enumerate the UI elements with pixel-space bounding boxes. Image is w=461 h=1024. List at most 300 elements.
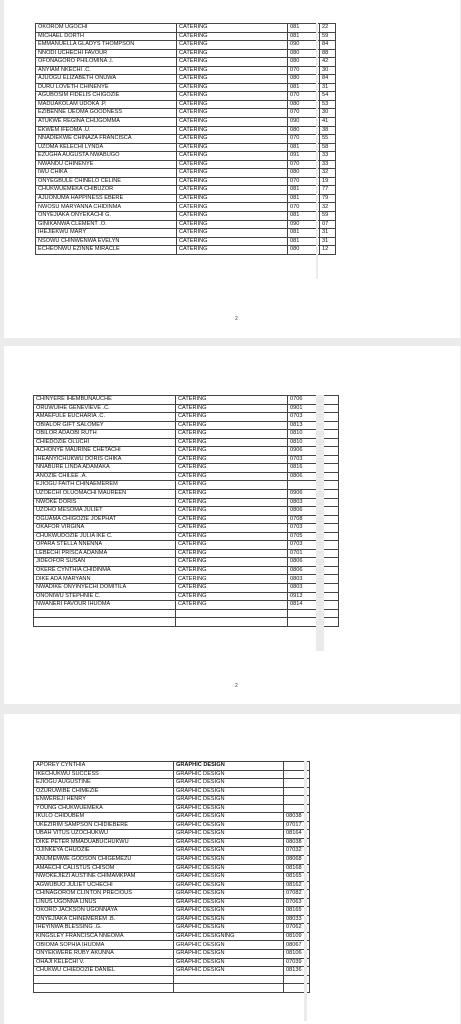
phone-suffix-cell: 22	[320, 24, 336, 33]
department-cell: CATERING	[176, 438, 288, 447]
table-row	[34, 601, 339, 610]
table-row	[34, 541, 339, 550]
phone-cell: 090	[288, 41, 320, 50]
department-cell: CATERING	[177, 83, 288, 92]
student-name-cell: EMMANUELLA GLADYS THOMPSON	[36, 41, 177, 50]
student-name-cell: UBAH VITUS UZOCHUKWU	[34, 830, 174, 839]
student-name-cell: IKULO CHIDUBEM	[34, 813, 174, 822]
table-row	[36, 49, 336, 58]
department-cell: GRAPHIC DESIGN	[174, 881, 284, 890]
table-row	[34, 524, 339, 533]
phone-cell: 0906	[288, 490, 318, 499]
student-name-cell: ONYEJIAKA ONYEKACHI G.	[36, 212, 177, 221]
phone-cell: 0901	[288, 404, 318, 413]
phone-suffix-cell: 32	[320, 169, 336, 178]
phone-cell: 08109	[284, 932, 310, 941]
department-cell: CATERING	[176, 464, 288, 473]
phone-cell: 0806	[288, 472, 318, 481]
student-name-cell: APOREY CYNTHIA	[34, 762, 174, 771]
student-name-cell: OKOROM UGOCHI	[36, 24, 177, 33]
phone-suffix-cell: 32	[320, 203, 336, 212]
phone-cell: 0906	[288, 447, 318, 456]
phone-suffix-cell: 41	[320, 118, 336, 127]
student-name-cell: NNADIEKWE CHINAZA FRANCISCA	[36, 135, 177, 144]
table-row	[34, 413, 339, 422]
table-row	[34, 438, 339, 447]
phone-cell: 07082	[284, 890, 310, 899]
student-name-cell: OGUAMA CHIGOZIE JOEPHAT	[34, 515, 176, 524]
department-cell: GRAPHIC DESIGN	[174, 907, 284, 916]
table-row	[34, 609, 339, 618]
page-number: 2	[235, 316, 238, 322]
department-cell: CATERING	[176, 498, 288, 507]
department-cell: CATERING	[177, 220, 288, 229]
department-cell: CATERING	[177, 24, 288, 33]
table-row	[36, 75, 336, 84]
department-cell: CATERING	[176, 524, 288, 533]
department-cell: CATERING	[177, 212, 288, 221]
table-row	[34, 770, 310, 779]
student-name-cell	[34, 609, 176, 618]
student-name-cell: DURU LOVETH CHINENYE	[36, 83, 177, 92]
table-row	[36, 194, 336, 203]
student-name-cell: ORUWUIHE GENEVIEVE .C.	[34, 404, 176, 413]
table-row	[34, 515, 339, 524]
phone-cell	[288, 481, 318, 490]
student-name-cell: AJUOGU ELIZABETH ONUWA	[36, 75, 177, 84]
phone-suffix-cell: 42	[320, 58, 336, 67]
table-row	[34, 447, 339, 456]
student-name-cell: IHEANYICHUKWU DORIS CHIKA	[34, 455, 176, 464]
table-row	[34, 941, 310, 950]
page-number: 2	[235, 683, 238, 689]
table-row	[34, 421, 339, 430]
student-name-cell: ANYIAM NKECHI .C.	[36, 66, 177, 75]
table-row	[36, 229, 336, 238]
phone-cell: 081	[288, 32, 320, 41]
department-cell: CATERING	[176, 413, 288, 422]
student-name-cell: AGUBOSIM FIDELIS CHIGOZIE	[36, 92, 177, 101]
student-name-cell: AGWUBUO JULIET UCHECHI	[34, 881, 174, 890]
department-cell: CATERING	[177, 32, 288, 41]
student-name-cell: OBIALOR GIFT SALOMEY	[34, 421, 176, 430]
department-cell: CATERING	[176, 541, 288, 550]
table-row	[34, 907, 310, 916]
table-row	[34, 958, 310, 967]
department-cell: CATERING	[177, 177, 288, 186]
phone-cell: 080	[288, 58, 320, 67]
phone-cell: 07017	[284, 821, 310, 830]
phone-cell: 07039	[284, 958, 310, 967]
phone-cell: 08067	[284, 941, 310, 950]
student-name-cell: UKEZIRIM SAMPSON CHIDIEBERE	[34, 821, 174, 830]
department-cell: CATERING	[176, 592, 288, 601]
document-page-2	[4, 346, 460, 704]
department-cell: GRAPHIC DESIGN	[174, 813, 284, 822]
phone-suffix-cell: 54	[320, 92, 336, 101]
table-row	[36, 152, 336, 161]
student-name-cell: IWU CHIKA	[36, 169, 177, 178]
student-table-page-3	[33, 761, 310, 993]
department-cell: CATERING	[176, 472, 288, 481]
department-cell: GRAPHIC DESIGN	[174, 838, 284, 847]
student-name-cell: UZOMA KELECHI LYNDA	[36, 143, 177, 152]
phone-suffix-cell: 38	[320, 126, 336, 135]
document-page-3	[4, 714, 460, 1024]
phone-cell: 0806	[288, 566, 318, 575]
student-name-cell: ANUMEMWE GODSON CHIGEMEZU	[34, 856, 174, 865]
phone-cell: 090	[288, 220, 320, 229]
department-cell: CATERING	[177, 75, 288, 84]
table-row	[34, 787, 310, 796]
table-row	[34, 575, 339, 584]
table-row	[36, 169, 336, 178]
phone-cell: 08038	[284, 813, 310, 822]
phone-cell: 090	[288, 118, 320, 127]
department-cell: CATERING	[177, 58, 288, 67]
phone-cell: 080	[288, 100, 320, 109]
student-name-cell: ANOZIE CHILEE .A.	[34, 472, 176, 481]
table-row	[34, 830, 310, 839]
table-row	[34, 498, 339, 507]
table-row	[34, 455, 339, 464]
student-name-cell: AJUONUMA HAPPINESS EBERE	[36, 194, 177, 203]
phone-cell: 0708	[288, 515, 318, 524]
student-name-cell: LEBECHI PRISCA ADANMA	[34, 549, 176, 558]
table-row	[34, 532, 339, 541]
phone-suffix-cell: 77	[320, 186, 336, 195]
student-name-cell: EJIOGU FAITH CHINAEMEREM	[34, 481, 176, 490]
student-name-cell: JIDEOFOR SUSAN	[34, 558, 176, 567]
table-row	[34, 566, 339, 575]
table-row	[34, 796, 310, 805]
table-row	[34, 430, 339, 439]
student-name-cell: EJIOGU AUGUSTINE	[34, 779, 174, 788]
department-cell: GRAPHIC DESIGN	[174, 890, 284, 899]
department-cell: GRAPHIC DESIGN	[174, 762, 284, 771]
phone-suffix-cell: 59	[320, 212, 336, 221]
department-cell: CATERING	[177, 126, 288, 135]
student-name-cell: NWANDU CHINENYE	[36, 160, 177, 169]
student-name-cell: UZOECHI OLUOMACHI MAUREEN	[34, 490, 176, 499]
phone-cell: 070	[288, 203, 320, 212]
student-name-cell: IHEYINWA BLESSING .G.	[34, 924, 174, 933]
phone-cell: 070	[288, 135, 320, 144]
phone-suffix-cell: 55	[320, 135, 336, 144]
phone-cell	[288, 609, 318, 618]
table-row	[34, 762, 310, 771]
student-name-cell: ECHEONWU EZINNE MIRACLE	[36, 246, 177, 255]
phone-cell: 0703	[288, 541, 318, 550]
student-name-cell: NWOSU MARYANNA CHIDINMA	[36, 203, 177, 212]
phone-cell: 070	[288, 109, 320, 118]
table-row	[34, 898, 310, 907]
department-cell: CATERING	[177, 246, 288, 255]
phone-cell: 081	[288, 212, 320, 221]
department-cell: GRAPHIC DESIGNING	[174, 932, 284, 941]
student-name-cell: YOUNG CHUKWUEMEKA	[34, 804, 174, 813]
student-name-cell: AMAECHI CALISTUS CHISOM	[34, 864, 174, 873]
student-name-cell: AMAEFULE EUCHARIA .C.	[34, 413, 176, 422]
table-row	[34, 838, 310, 847]
department-cell: CATERING	[176, 575, 288, 584]
phone-cell: 070	[288, 66, 320, 75]
phone-cell: 0703	[288, 413, 318, 422]
table-row	[36, 83, 336, 92]
student-name-cell: OZURUWIBE CHIMEZIE	[34, 787, 174, 796]
phone-suffix-cell: 31	[320, 237, 336, 246]
department-cell: CATERING	[177, 169, 288, 178]
student-name-cell: CHUKWUEMEKA CHIBUZOR	[36, 186, 177, 195]
table-row	[36, 126, 336, 135]
department-cell: GRAPHIC DESIGN	[174, 804, 284, 813]
phone-cell: 080	[288, 75, 320, 84]
student-name-cell: ONONIWU STEPHNIE C.	[34, 592, 176, 601]
phone-cell: 08136	[284, 967, 310, 976]
phone-cell: 08164	[284, 830, 310, 839]
student-name-cell: EZIBENNE IJEOMA GOODNESS	[36, 109, 177, 118]
table-row	[34, 396, 339, 405]
table-row	[36, 143, 336, 152]
department-cell: CATERING	[177, 135, 288, 144]
table-row	[36, 58, 336, 67]
table-row	[34, 864, 310, 873]
phone-cell: 08162	[284, 881, 310, 890]
table-row	[34, 915, 310, 924]
department-cell: CATERING	[176, 558, 288, 567]
phone-cell: 080	[288, 126, 320, 135]
department-cell: GRAPHIC DESIGN	[174, 770, 284, 779]
phone-cell: 0803	[288, 584, 318, 593]
table-row	[36, 135, 336, 144]
department-cell: GRAPHIC DESIGN	[174, 873, 284, 882]
table-row	[36, 237, 336, 246]
table-row	[34, 873, 310, 882]
student-name-cell: DIKE PETER MMADUABUCHUKWU	[34, 838, 174, 847]
student-name-cell: CHIEDOZIE OLUCHI	[34, 438, 176, 447]
phone-cell: 0913	[288, 592, 318, 601]
student-name-cell: NNODI UCHECHI FAVOUR	[36, 49, 177, 58]
phone-cell	[288, 618, 318, 627]
phone-suffix-cell: 84	[320, 75, 336, 84]
department-cell: GRAPHIC DESIGN	[174, 821, 284, 830]
department-cell: CATERING	[176, 447, 288, 456]
phone-suffix-cell: 19	[320, 177, 336, 186]
phone-cell: 081	[288, 229, 320, 238]
department-cell: CATERING	[177, 49, 288, 58]
student-name-cell: ONYEJIAKA CHINEMEREM .B.	[34, 915, 174, 924]
student-name-cell: GINIKANWA CLEMENT .O.	[36, 220, 177, 229]
department-cell: CATERING	[176, 549, 288, 558]
phone-cell: 081	[288, 24, 320, 33]
student-name-cell: MICHAEL DORTH	[36, 32, 177, 41]
table-row	[36, 160, 336, 169]
department-cell	[174, 975, 284, 984]
table-row	[34, 558, 339, 567]
student-name-cell: OPARA STELLA NNENNA	[34, 541, 176, 550]
table-row	[34, 890, 310, 899]
student-name-cell: OBIOMA SOPHIA IHUOMA	[34, 941, 174, 950]
phone-cell: 08068	[284, 856, 310, 865]
table-row	[36, 41, 336, 50]
department-cell: GRAPHIC DESIGN	[174, 847, 284, 856]
student-name-cell	[34, 975, 174, 984]
student-name-cell: EZUGHA AUGUSTA NWABUGO	[36, 152, 177, 161]
department-cell: GRAPHIC DESIGN	[174, 915, 284, 924]
phone-suffix-cell: 58	[320, 143, 336, 152]
phone-cell: 070	[288, 92, 320, 101]
student-name-cell: NWADIKE ONYINYECHI DOMITILA	[34, 584, 176, 593]
department-cell: CATERING	[177, 118, 288, 127]
student-name-cell: IKECHUKWU SUCCESS	[34, 770, 174, 779]
student-name-cell: NWOKEJIEZI AUSTINE CHIMAMKPAM	[34, 873, 174, 882]
table-row	[34, 967, 310, 976]
department-cell: CATERING	[177, 186, 288, 195]
student-name-cell: OKORO JACKSON UGONNAYA	[34, 907, 174, 916]
department-cell: CATERING	[176, 404, 288, 413]
phone-cell: 0706	[288, 396, 318, 405]
phone-cell: 0705	[288, 532, 318, 541]
student-name-cell: ACHONYE MAURINE CHETACHI	[34, 447, 176, 456]
student-name-cell: OKAFOR VIRGINA	[34, 524, 176, 533]
student-name-cell: ONYEKWERE RUBY AKUNNA	[34, 950, 174, 959]
table-row	[34, 847, 310, 856]
student-name-cell: MADUAKOLAM UDOKA .P.	[36, 100, 177, 109]
department-cell: GRAPHIC DESIGN	[174, 779, 284, 788]
phone-cell: 080	[288, 246, 320, 255]
student-name-cell: UZOHO MESOMA JULIET	[34, 507, 176, 516]
phone-cell: 08106	[284, 950, 310, 959]
student-name-cell	[34, 984, 174, 993]
phone-cell: 0703	[288, 524, 318, 533]
department-cell: CATERING	[176, 566, 288, 575]
phone-cell: 081	[288, 194, 320, 203]
table-row	[36, 186, 336, 195]
phone-cell: 080	[288, 169, 320, 178]
table-row	[34, 984, 310, 993]
department-cell: GRAPHIC DESIGN	[174, 856, 284, 865]
student-name-cell: NSOWU CHINWENWA EVELYN	[36, 237, 177, 246]
student-name-cell: OFONAGORO PHILOMINA .I.	[36, 58, 177, 67]
department-cell: CATERING	[177, 194, 288, 203]
table-row	[34, 481, 339, 490]
phone-suffix-cell: 88	[320, 49, 336, 58]
table-row	[34, 584, 339, 593]
phone-suffix-cell: 07	[320, 220, 336, 229]
phone-suffix-cell: 31	[320, 229, 336, 238]
table-row	[34, 804, 310, 813]
table-row	[36, 109, 336, 118]
table-row	[36, 24, 336, 33]
phone-suffix-cell: 33	[320, 152, 336, 161]
phone-cell: 0803	[288, 575, 318, 584]
student-name-cell: ENWEREJI HENRY	[34, 796, 174, 805]
department-cell: GRAPHIC DESIGN	[174, 958, 284, 967]
table-row	[34, 618, 339, 627]
table-row	[34, 932, 310, 941]
table-row	[34, 490, 339, 499]
student-name-cell	[34, 618, 176, 627]
phone-cell: 0806	[288, 558, 318, 567]
phone-cell: 0816	[288, 464, 318, 473]
department-cell: CATERING	[176, 421, 288, 430]
department-cell: CATERING	[177, 160, 288, 169]
phone-cell: 07063	[284, 898, 310, 907]
phone-cell: 0813	[288, 421, 318, 430]
department-cell: CATERING	[177, 203, 288, 212]
student-name-cell: NNABURE LINDA ADAMAKA	[34, 464, 176, 473]
student-name-cell: DIKE ADA MARYANN	[34, 575, 176, 584]
student-name-cell: OKERE CYNTHIA CHIDINMA	[34, 566, 176, 575]
phone-cell: 0814	[288, 601, 318, 610]
department-cell: CATERING	[176, 584, 288, 593]
department-cell: GRAPHIC DESIGN	[174, 941, 284, 950]
table-row	[36, 92, 336, 101]
document-page-1	[4, 0, 460, 338]
department-cell: GRAPHIC DESIGN	[174, 864, 284, 873]
department-cell: CATERING	[176, 515, 288, 524]
phone-suffix-cell: 31	[320, 83, 336, 92]
department-cell: CATERING	[176, 481, 288, 490]
table-row	[34, 856, 310, 865]
phone-cell: 08033	[284, 915, 310, 924]
table-row	[34, 507, 339, 516]
table-row	[34, 813, 310, 822]
phone-suffix-cell: 33	[320, 160, 336, 169]
department-cell: GRAPHIC DESIGN	[174, 950, 284, 959]
phone-cell: 081	[288, 186, 320, 195]
student-table-page-1	[35, 23, 336, 255]
department-cell: CATERING	[176, 490, 288, 499]
student-name-cell: IHEJIEKWU MARY	[36, 229, 177, 238]
department-cell: CATERING	[177, 143, 288, 152]
department-cell: CATERING	[176, 455, 288, 464]
phone-cell: 081	[288, 237, 320, 246]
student-name-cell: ONYEGBULE CHINELO CELINE	[36, 177, 177, 186]
department-cell: CATERING	[177, 109, 288, 118]
department-cell: CATERING	[176, 396, 288, 405]
department-cell: GRAPHIC DESIGN	[174, 830, 284, 839]
department-cell: GRAPHIC DESIGN	[174, 796, 284, 805]
student-name-cell: CHINYERE IHEMBUNAUCHE	[34, 396, 176, 405]
phone-cell: 081	[288, 143, 320, 152]
department-cell: CATERING	[176, 601, 288, 610]
student-name-cell: OJINKEYA CHUOZIE	[34, 847, 174, 856]
phone-suffix-cell: 30	[320, 109, 336, 118]
table-row	[34, 464, 339, 473]
student-name-cell: CHUKWUDOZIE JULIA IKE C.	[34, 532, 176, 541]
phone-cell: 0810	[288, 430, 318, 439]
student-name-cell: KINGSLEY FRANCISCA NNEOMA	[34, 932, 174, 941]
phone-cell: 07062	[284, 924, 310, 933]
table-row	[36, 212, 336, 221]
department-cell: GRAPHIC DESIGN	[174, 787, 284, 796]
table-row	[34, 549, 339, 558]
table-row	[34, 779, 310, 788]
phone-suffix-cell: 59	[320, 32, 336, 41]
table-row	[34, 924, 310, 933]
phone-suffix-cell: 12	[320, 246, 336, 255]
student-name-cell: ATUKWE REGINA CHIJGOMMA	[36, 118, 177, 127]
table-row	[36, 177, 336, 186]
table-row	[34, 821, 310, 830]
department-cell: CATERING	[176, 532, 288, 541]
student-name-cell: OHAJI KELECHI V.	[34, 958, 174, 967]
phone-cell: 08165	[284, 907, 310, 916]
department-cell	[174, 984, 284, 993]
department-cell: CATERING	[177, 92, 288, 101]
phone-cell: 070	[288, 177, 320, 186]
